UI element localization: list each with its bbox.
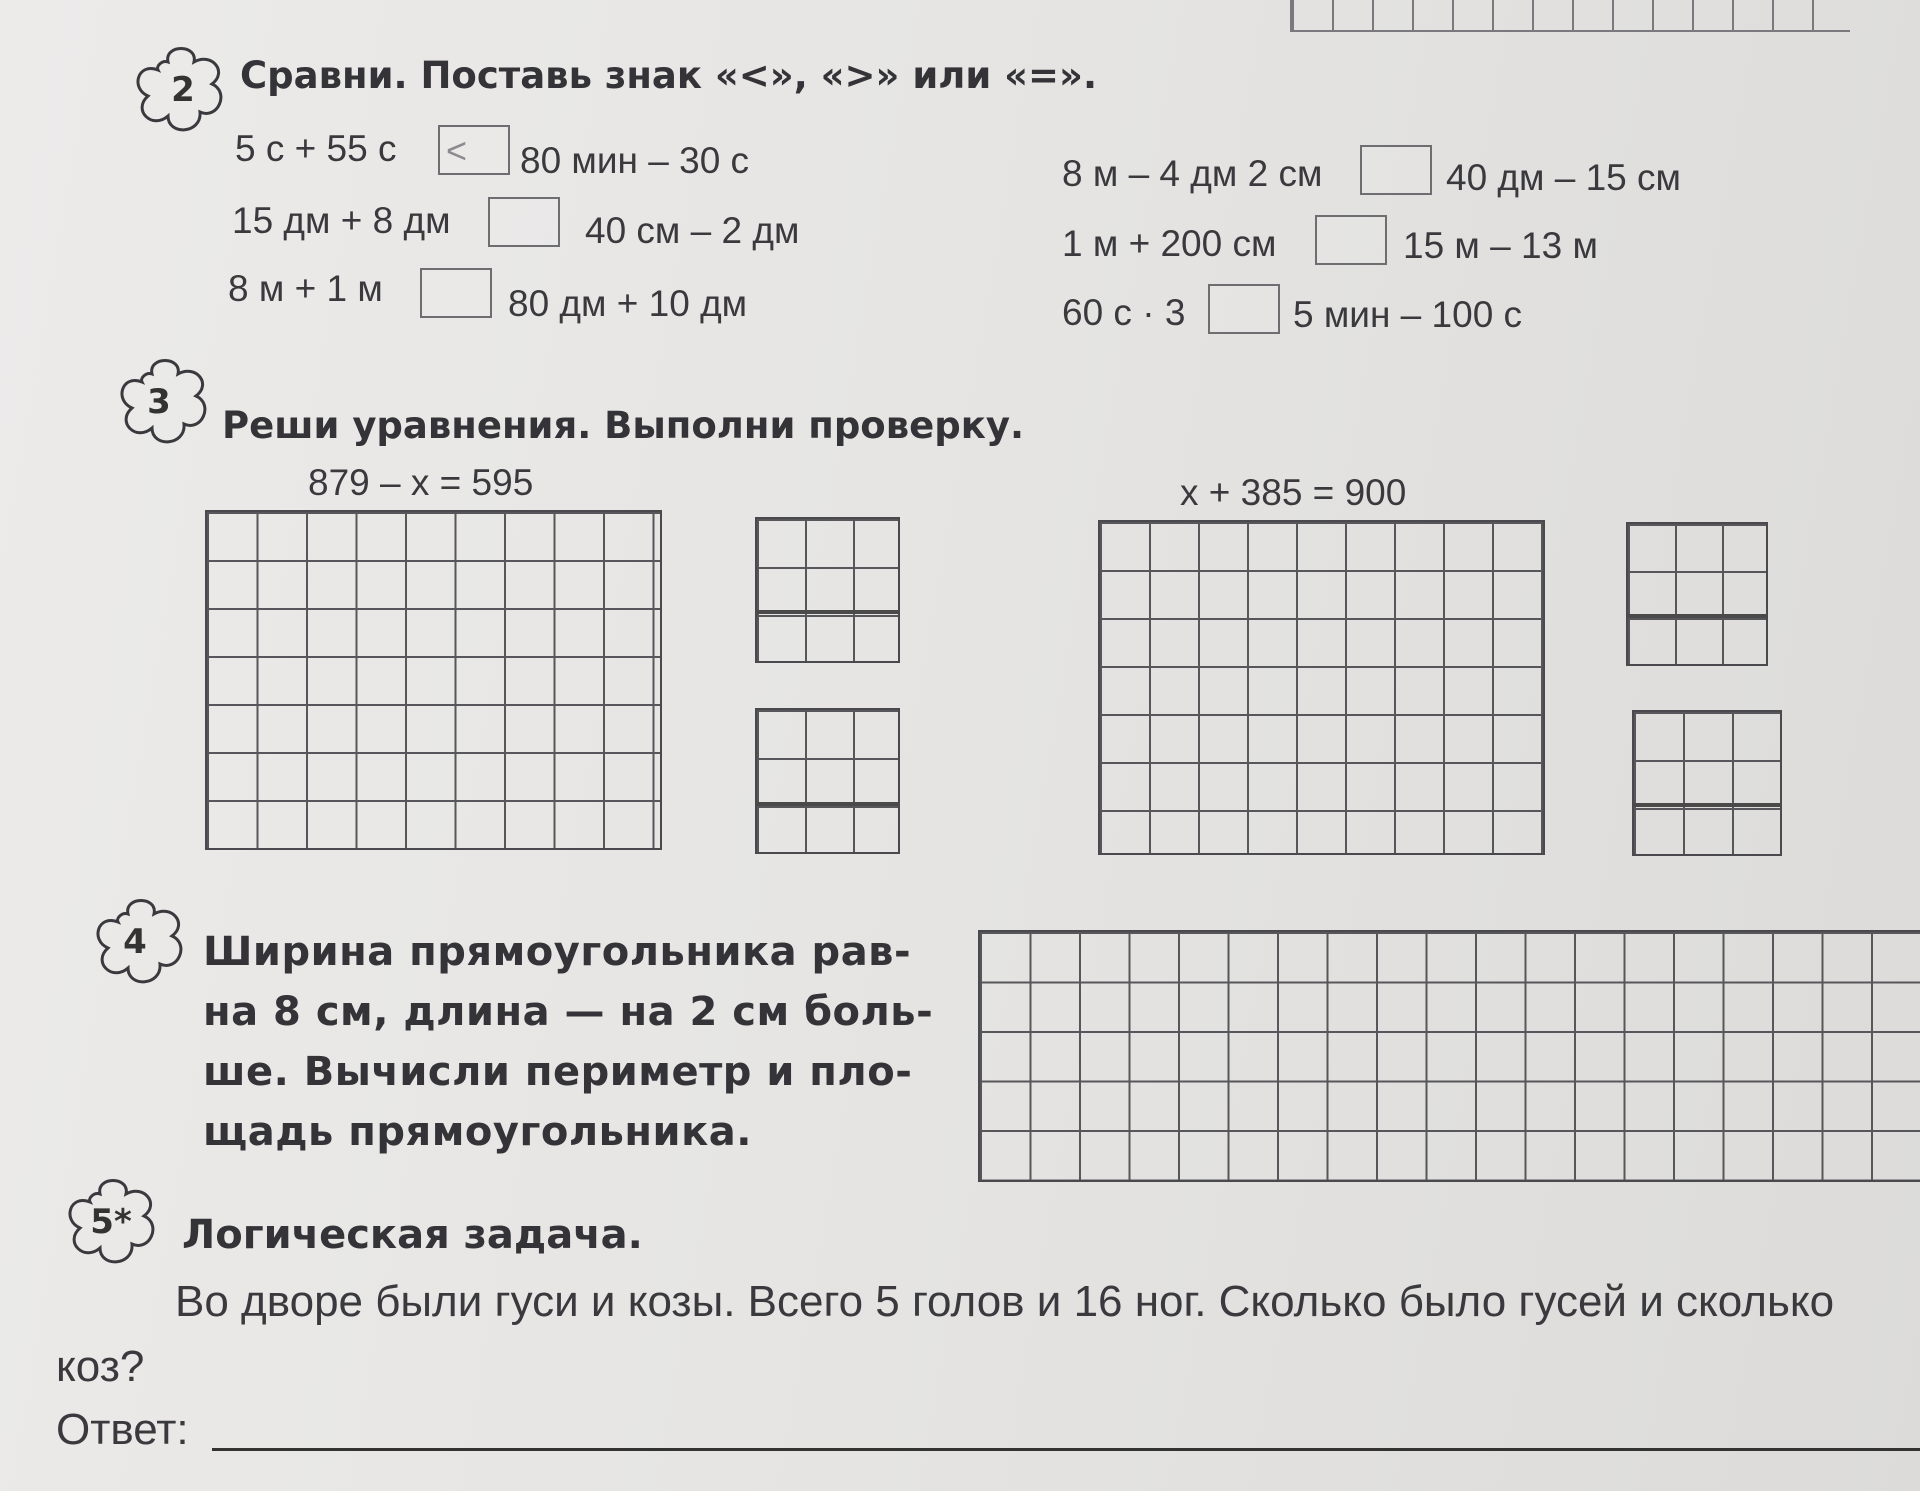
task4-line-1: Ширина прямоугольника рав- bbox=[203, 929, 912, 975]
task2-flower-badge bbox=[128, 40, 238, 140]
task2-r2-right: 15 м – 13 м bbox=[1403, 225, 1598, 266]
task3-number: 3 bbox=[147, 382, 171, 422]
task2-r3-left: 60 с · 3 bbox=[1062, 292, 1186, 333]
task2-l1-left: 5 с + 55 с bbox=[235, 128, 397, 169]
task5-text-line1: Во дворе были гуси и козы. Всего 5 голов и 16 ног. Сколько было гусей и сколько bbox=[175, 1277, 1835, 1326]
task5-title: Логическая задача. bbox=[182, 1212, 643, 1258]
task2-l2-answer-box[interactable] bbox=[488, 197, 560, 247]
task5-answer-label: Ответ: bbox=[56, 1405, 189, 1454]
task2-l1-right: 80 мин – 30 с bbox=[520, 140, 750, 181]
task3-check-grid-2a[interactable] bbox=[1626, 522, 1768, 666]
task2-l1-mark: < bbox=[446, 130, 468, 171]
task2-l2-left: 15 дм + 8 дм bbox=[232, 200, 451, 241]
task3-solution-grid-2[interactable] bbox=[1098, 520, 1545, 855]
top-grid-strip bbox=[1290, 0, 1850, 32]
task2-r2-left: 1 м + 200 см bbox=[1062, 223, 1277, 264]
task2-l2-right: 40 см – 2 дм bbox=[585, 210, 800, 251]
task3-equation2: x + 385 = 900 bbox=[1180, 472, 1407, 513]
task5-flower-badge bbox=[60, 1172, 170, 1272]
task2-r1-left: 8 м – 4 дм 2 см bbox=[1062, 153, 1323, 194]
task3-check-grid-1b[interactable] bbox=[755, 708, 900, 854]
task2-r2-answer-box[interactable] bbox=[1315, 215, 1387, 265]
task2-l3-left: 8 м + 1 м bbox=[228, 268, 383, 309]
task5-text-line2: коз? bbox=[56, 1342, 145, 1391]
task2-r3-right: 5 мин – 100 с bbox=[1293, 294, 1523, 335]
task3-flower-badge bbox=[112, 352, 222, 452]
task4-text bbox=[203, 922, 933, 1162]
task5-number: 5* bbox=[90, 1202, 132, 1242]
task2-r3-answer-box[interactable] bbox=[1208, 284, 1280, 334]
task4-line-3: ше. Вычисли периметр и пло- bbox=[203, 1049, 913, 1095]
task4-number: 4 bbox=[123, 922, 147, 962]
task2-r1-answer-box[interactable] bbox=[1360, 145, 1432, 195]
task3-equation1: 879 – x = 595 bbox=[308, 462, 534, 503]
task3-check-grid-1a[interactable] bbox=[755, 517, 900, 663]
task2-l1-answer-box[interactable] bbox=[438, 125, 510, 175]
task2-number: 2 bbox=[171, 70, 195, 110]
check-sum-line-1b bbox=[755, 802, 900, 806]
task5-answer-line[interactable] bbox=[212, 1448, 1920, 1451]
task3-title: Реши уравнения. Выполни проверку. bbox=[222, 404, 1025, 447]
check-sum-line-2b bbox=[1632, 803, 1782, 807]
task4-flower-badge bbox=[88, 892, 198, 992]
task2-l3-right: 80 дм + 10 дм bbox=[508, 283, 748, 324]
task2-l3-answer-box[interactable] bbox=[420, 268, 492, 318]
task3-check-grid-2b[interactable] bbox=[1632, 710, 1782, 856]
task4-line-2: на 8 см, длина — на 2 см боль- bbox=[203, 989, 934, 1035]
check-sum-line-1a bbox=[755, 610, 900, 614]
task2-r1-right: 40 дм – 15 см bbox=[1446, 157, 1681, 198]
task2-title: Сравни. Поставь знак «<», «>» или «=». bbox=[240, 54, 1098, 97]
task4-line-4: щадь прямоугольника. bbox=[203, 1109, 752, 1155]
task4-solution-grid[interactable] bbox=[978, 930, 1920, 1182]
task3-solution-grid-1[interactable] bbox=[205, 510, 662, 850]
check-sum-line-2a bbox=[1626, 614, 1768, 618]
